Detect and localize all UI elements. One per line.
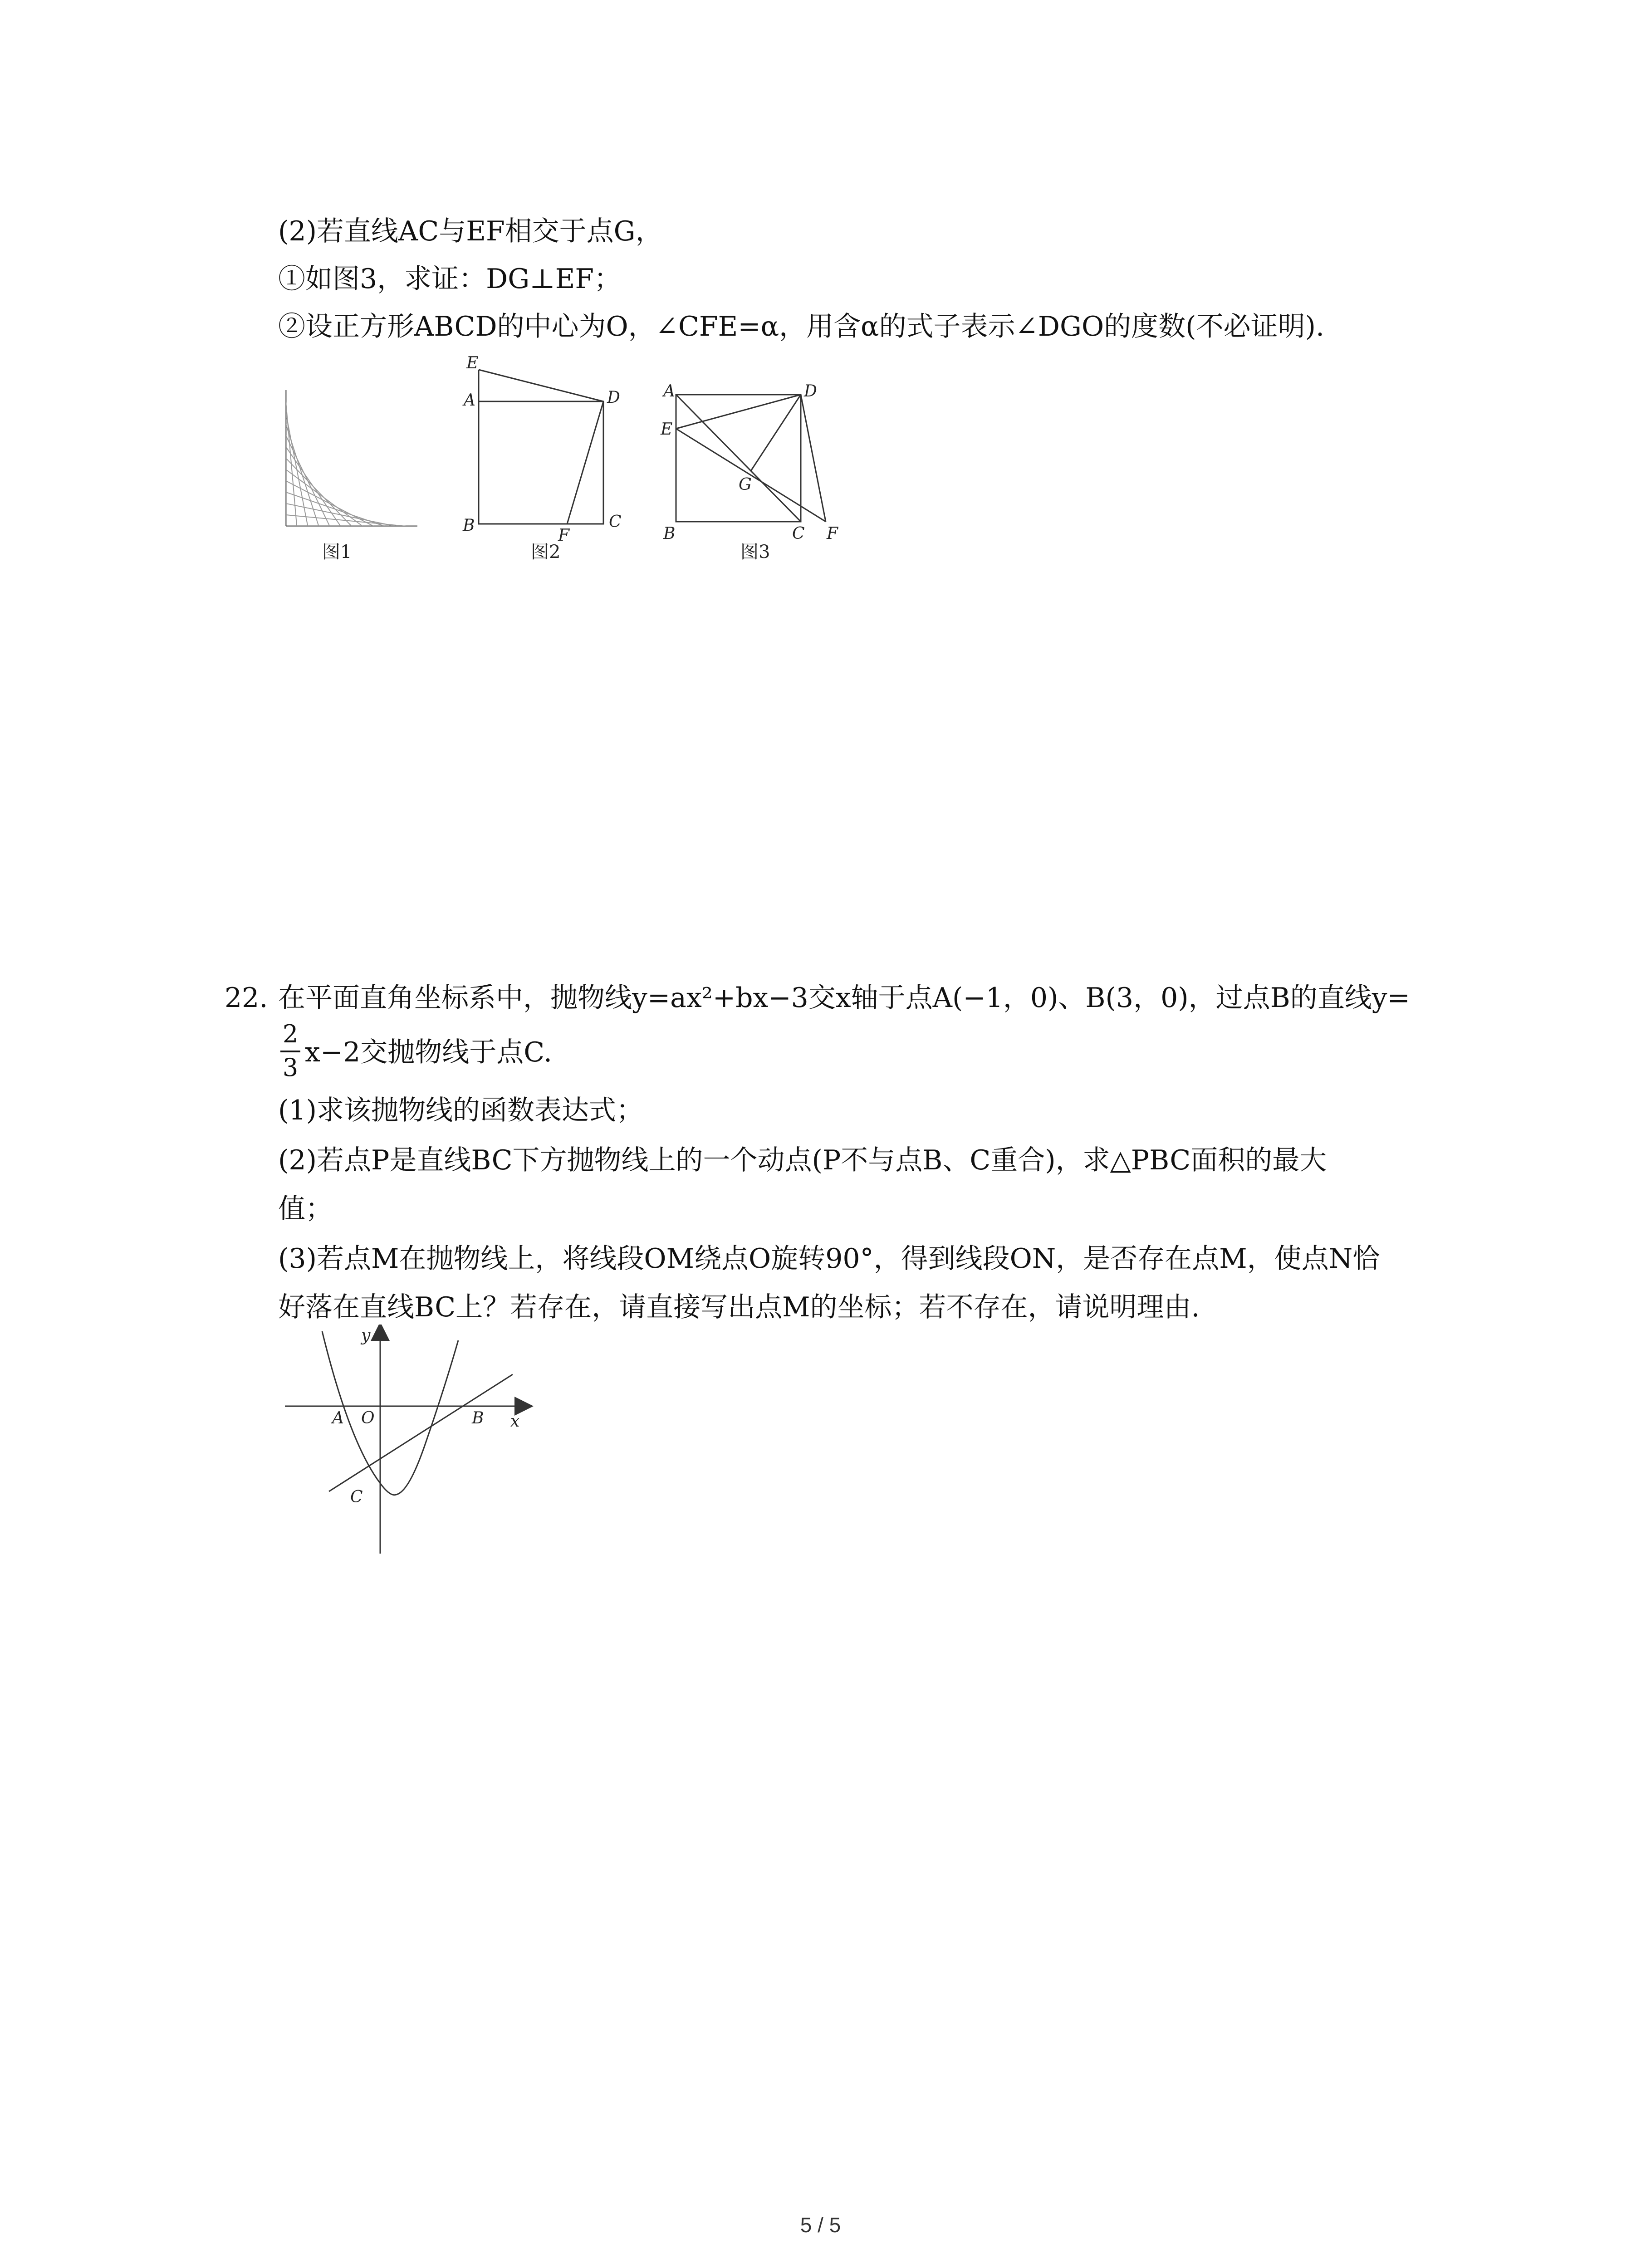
figure-2 bbox=[454, 345, 635, 562]
q22-number: 22. bbox=[225, 982, 268, 1014]
graph-label-A: A bbox=[332, 1409, 344, 1427]
fig3-label-G: G bbox=[739, 475, 752, 494]
fig3-label-D: D bbox=[804, 382, 817, 401]
q22-line-1: 在平面直角坐标系中，抛物线y=ax²+bx−3交x轴于点A(−1，0)、B(3，0)，过点B的直线y= bbox=[278, 982, 1410, 1014]
envelope-line bbox=[286, 503, 396, 526]
q22-sub-3b: 好落在直线BC上？若存在，请直接写出点M的坐标；若不存在，请说明理由. bbox=[278, 1291, 1200, 1323]
q22-sub-3a: (3)若点M在抛物线上，将线段OM绕点O旋转90°，得到线段ON，是否存在点M，使点N恰 bbox=[278, 1243, 1380, 1275]
q22-frac-denominator: 3 bbox=[282, 1053, 299, 1082]
q21-line-2: ①如图3，求证：DG⊥EF； bbox=[278, 263, 622, 295]
fig3-label-C: C bbox=[792, 524, 805, 543]
q22-line-2: x−2交抛物线于点C. bbox=[305, 1036, 553, 1068]
fig2-label-A: A bbox=[464, 391, 475, 410]
fig2-label-D: D bbox=[607, 388, 620, 407]
q22-sub-1: (1)求该抛物线的函数表达式； bbox=[278, 1095, 643, 1126]
graph-label-y: y bbox=[361, 1326, 371, 1345]
fig3-label-F: F bbox=[827, 524, 838, 543]
q22-frac-numerator: 2 bbox=[282, 1020, 299, 1048]
fig2-label-C: C bbox=[609, 513, 622, 531]
envelope-line bbox=[286, 469, 362, 526]
fig1-caption: 图1 bbox=[322, 542, 352, 562]
fig2-caption: 图2 bbox=[531, 542, 561, 562]
envelope-line bbox=[286, 515, 407, 526]
q22-sub-2a: (2)若点P是直线BC下方抛物线上的一个动点(P不与点B、C重合)，求△PBC面积的最大 bbox=[278, 1144, 1327, 1176]
q22-sub-2b: 值； bbox=[278, 1193, 333, 1225]
graph-label-C: C bbox=[350, 1488, 363, 1506]
graph-label-B: B bbox=[472, 1409, 484, 1427]
fig3-label-A: A bbox=[663, 382, 675, 401]
q22-frac-bar bbox=[280, 1051, 300, 1052]
q21-line-1: (2)若直线AC与EF相交于点G， bbox=[278, 215, 663, 247]
page-number: 5 / 5 bbox=[800, 2213, 841, 2237]
fig3-label-B: B bbox=[663, 524, 676, 543]
graph-label-x: x bbox=[510, 1412, 520, 1431]
fig2-label-E: E bbox=[466, 354, 479, 372]
fig2-label-F: F bbox=[558, 526, 569, 545]
fig3-label-E: E bbox=[661, 420, 673, 439]
figure-1 bbox=[272, 381, 426, 562]
figure-3 bbox=[653, 376, 862, 562]
q21-line-3: ②设正方形ABCD的中心为O，∠CFE=α，用含α的式子表示∠DGO的度数(不必证明). bbox=[278, 311, 1325, 342]
fig3-caption: 图3 bbox=[740, 542, 770, 562]
fig2-label-B: B bbox=[463, 516, 475, 535]
graph-label-O: O bbox=[361, 1409, 375, 1427]
q22-graph bbox=[272, 1325, 535, 1560]
